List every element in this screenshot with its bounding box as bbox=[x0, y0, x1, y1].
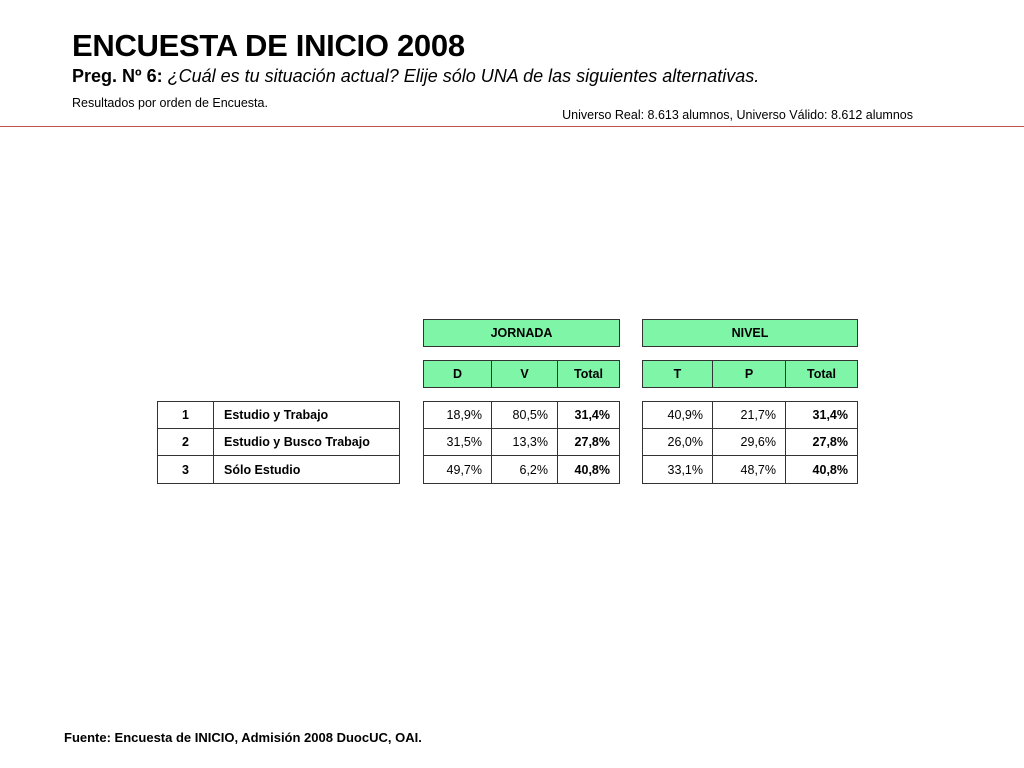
universe-note: Universo Real: 8.613 alumnos, Universo Válido: 8.612 alumnos bbox=[562, 108, 913, 122]
row-label: Estudio y Busco Trabajo bbox=[224, 435, 370, 449]
row-number: 3 bbox=[182, 462, 189, 477]
total-cell: 27,8% bbox=[574, 435, 610, 449]
column-headers-jornada bbox=[423, 360, 620, 388]
total-cell: 40,8% bbox=[574, 462, 610, 477]
value-cell: 18,9% bbox=[446, 408, 482, 422]
value-cell: 31,5% bbox=[446, 435, 482, 449]
value-cell: 29,6% bbox=[740, 435, 776, 449]
value-cell: 21,7% bbox=[740, 408, 776, 422]
value-cell: 49,7% bbox=[446, 462, 482, 477]
header-divider bbox=[0, 126, 1024, 127]
column-header-total-nivel: Total bbox=[807, 367, 836, 381]
value-cell: 48,7% bbox=[740, 462, 776, 477]
column-header-p: P bbox=[744, 367, 754, 381]
total-cell: 31,4% bbox=[812, 408, 848, 422]
column-header-v: V bbox=[520, 367, 529, 381]
column-header-total-jornada: Total bbox=[574, 367, 603, 381]
page-title: ENCUESTA DE INICIO 2008 bbox=[72, 28, 465, 63]
total-cell: 31,4% bbox=[574, 408, 610, 422]
column-header-d: D bbox=[452, 367, 463, 381]
row-labels-table bbox=[157, 401, 400, 484]
row-label: Sólo Estudio bbox=[224, 462, 301, 477]
value-cell: 40,9% bbox=[667, 408, 703, 422]
group-header-nivel-label: NIVEL bbox=[731, 326, 769, 340]
total-cell: 27,8% bbox=[812, 435, 848, 449]
row-number: 2 bbox=[182, 435, 189, 449]
row-label: Estudio y Trabajo bbox=[224, 408, 329, 422]
question-prefix: Preg. Nº 6: bbox=[72, 66, 163, 86]
value-cell: 33,1% bbox=[667, 462, 703, 477]
group-header-jornada bbox=[423, 319, 620, 347]
source-footer: Fuente: Encuesta de INICIO, Admisión 2008 DuocUC, OAI. bbox=[64, 730, 422, 745]
column-header-t: T bbox=[673, 367, 682, 381]
total-cell: 40,8% bbox=[812, 462, 848, 477]
value-cell: 26,0% bbox=[667, 435, 703, 449]
value-cell: 6,2% bbox=[519, 462, 548, 477]
question-text: ¿Cuál es tu situación actual? Elije sólo UNA de las siguientes alternativas. bbox=[167, 66, 760, 86]
nivel-values-table bbox=[642, 401, 858, 484]
group-header-nivel bbox=[642, 319, 858, 347]
value-cell: 13,3% bbox=[512, 435, 548, 449]
jornada-values-table bbox=[423, 401, 620, 484]
group-header-jornada-label: JORNADA bbox=[490, 326, 553, 340]
row-number: 1 bbox=[182, 408, 189, 422]
subtitle: Resultados por orden de Encuesta. bbox=[72, 96, 268, 110]
question bbox=[72, 66, 759, 87]
value-cell: 80,5% bbox=[512, 408, 548, 422]
column-headers-nivel bbox=[642, 360, 858, 388]
